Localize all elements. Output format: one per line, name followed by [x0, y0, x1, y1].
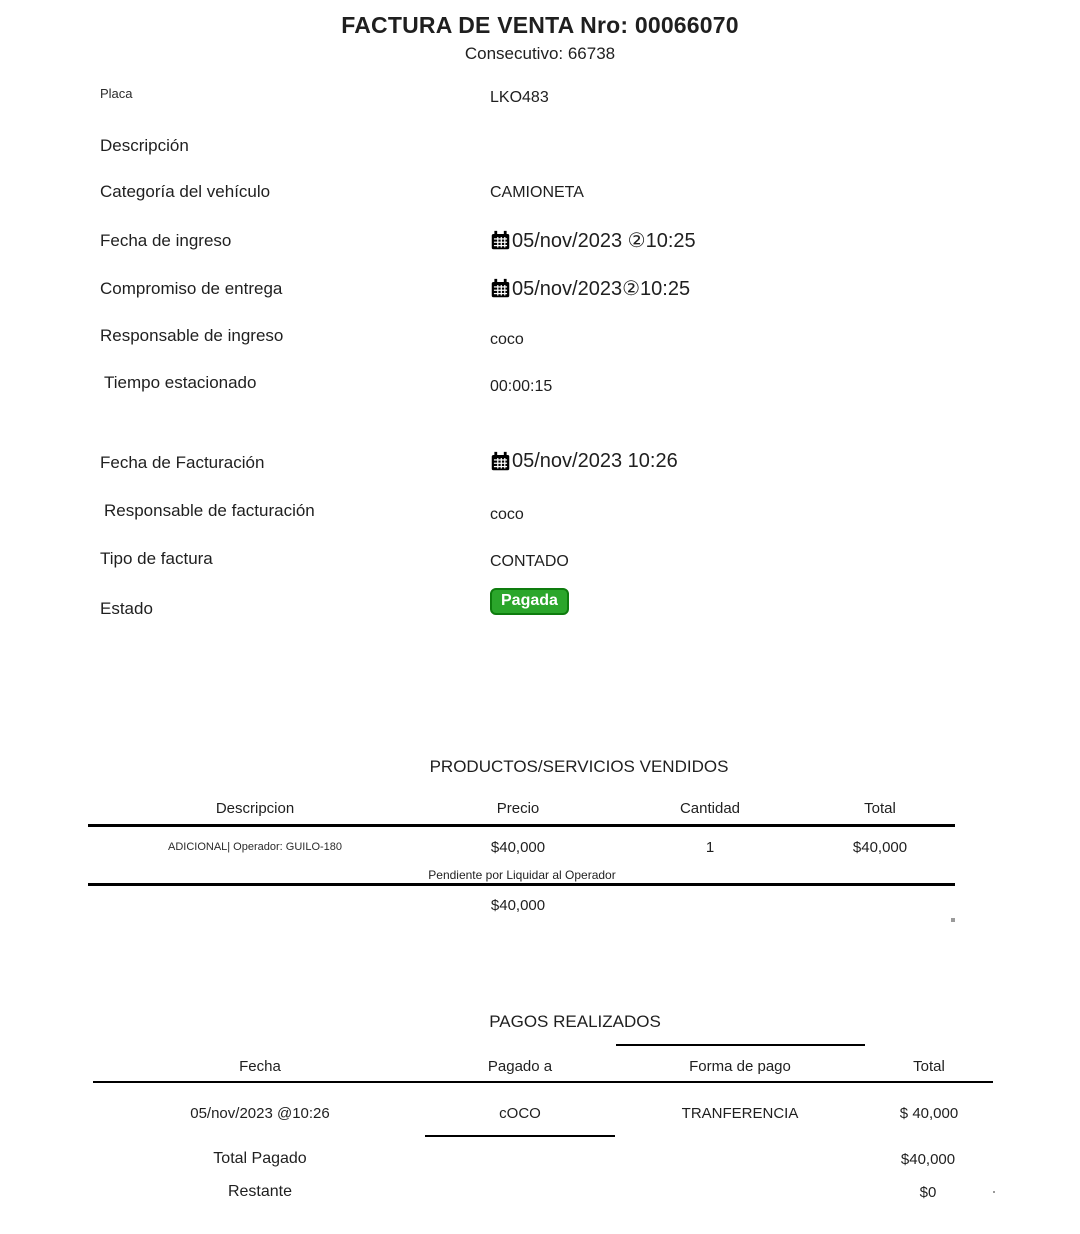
page-title: FACTURA DE VENTA Nro: 00066070 [341, 12, 739, 38]
payments-partial-rule [616, 1044, 865, 1046]
products-footer-divider [88, 883, 955, 886]
field-label-fecha-ingreso: Fecha de ingreso [100, 231, 232, 250]
status-badge-pagada: Pagada [490, 588, 569, 615]
field-value-responsable-facturacion: coco [490, 506, 524, 523]
product-row-note: Pendiente por Liquidar al Operador [428, 868, 616, 882]
product-row-total: $40,000 [852, 839, 908, 856]
product-row-descripcion: ADICIONAL| Operador: GUILO-180 [167, 841, 343, 853]
field-label-tipo-factura: Tipo de factura [100, 549, 213, 568]
products-section-title: PRODUCTOS/SERVICIOS VENDIDOS [429, 757, 729, 776]
products-header-divider [88, 824, 955, 827]
products-header-descripcion: Descripcion [215, 800, 295, 817]
payments-header-total: Total [913, 1058, 945, 1075]
field-value-categoria: CAMIONETA [490, 184, 584, 201]
field-value-fecha-facturacion [490, 450, 678, 473]
field-label-compromiso: Compromiso de entrega [100, 279, 283, 298]
field-value-fecha-ingreso [490, 228, 696, 253]
field-value-text: 05/nov/2023 ②10:25 [512, 230, 696, 252]
products-subtotal: $40,000 [490, 897, 546, 914]
payments-header-pagado-a: Pagado a [487, 1058, 553, 1075]
field-label-fecha-facturacion: Fecha de Facturación [100, 453, 265, 472]
calendar-icon [490, 230, 511, 251]
page-artifact-dot [951, 918, 955, 922]
payment-row-pagado-a: cOCO [499, 1105, 541, 1122]
product-row-precio: $40,000 [490, 839, 546, 856]
products-header-precio: Precio [496, 800, 540, 817]
field-label-responsable-facturacion: Responsable de facturación [104, 501, 315, 520]
payments-header-forma-de-pago: Forma de pago [689, 1058, 791, 1075]
field-value-text: 05/nov/2023②10:25 [512, 278, 691, 300]
field-label-placa: Placa [100, 86, 133, 101]
total-pagado-label: Total Pagado [213, 1150, 307, 1167]
field-value-text: 05/nov/2023 10:26 [512, 450, 678, 472]
field-value-responsable-ingreso: coco [490, 331, 524, 348]
payment-row-underline [425, 1135, 615, 1137]
field-label-descripcion: Descripción [100, 136, 189, 155]
payment-row-fecha: 05/nov/2023 @10:26 [190, 1105, 330, 1122]
calendar-icon [490, 451, 511, 472]
restante-label: Restante [227, 1183, 293, 1200]
restante-value: $0 [919, 1184, 937, 1201]
field-label-responsable-ingreso: Responsable de ingreso [100, 326, 284, 345]
field-label-categoria: Categoría del vehículo [100, 182, 271, 201]
consecutivo-subtitle: Consecutivo: 66738 [464, 44, 616, 63]
payments-header-divider [93, 1081, 993, 1083]
total-pagado-value: $40,000 [900, 1151, 956, 1168]
payment-row-total: $ 40,000 [899, 1105, 959, 1122]
field-value-placa: LKO483 [490, 89, 549, 106]
products-header-total: Total [864, 800, 896, 817]
payments-section-title: PAGOS REALIZADOS [489, 1012, 661, 1031]
calendar-icon [490, 278, 511, 299]
products-header-cantidad: Cantidad [679, 800, 741, 817]
field-label-estado: Estado [100, 599, 153, 618]
field-label-tiempo-estacionado: Tiempo estacionado [104, 373, 257, 392]
product-row-cantidad: 1 [705, 839, 715, 856]
field-value-tiempo-estacionado: 00:00:15 [490, 378, 553, 395]
payments-header-fecha: Fecha [239, 1058, 281, 1075]
page-artifact-dot [993, 1191, 995, 1193]
field-value-tipo-factura: CONTADO [490, 553, 569, 570]
field-value-compromiso [490, 276, 690, 301]
payment-row-forma-de-pago: TRANFERENCIA [681, 1105, 799, 1122]
